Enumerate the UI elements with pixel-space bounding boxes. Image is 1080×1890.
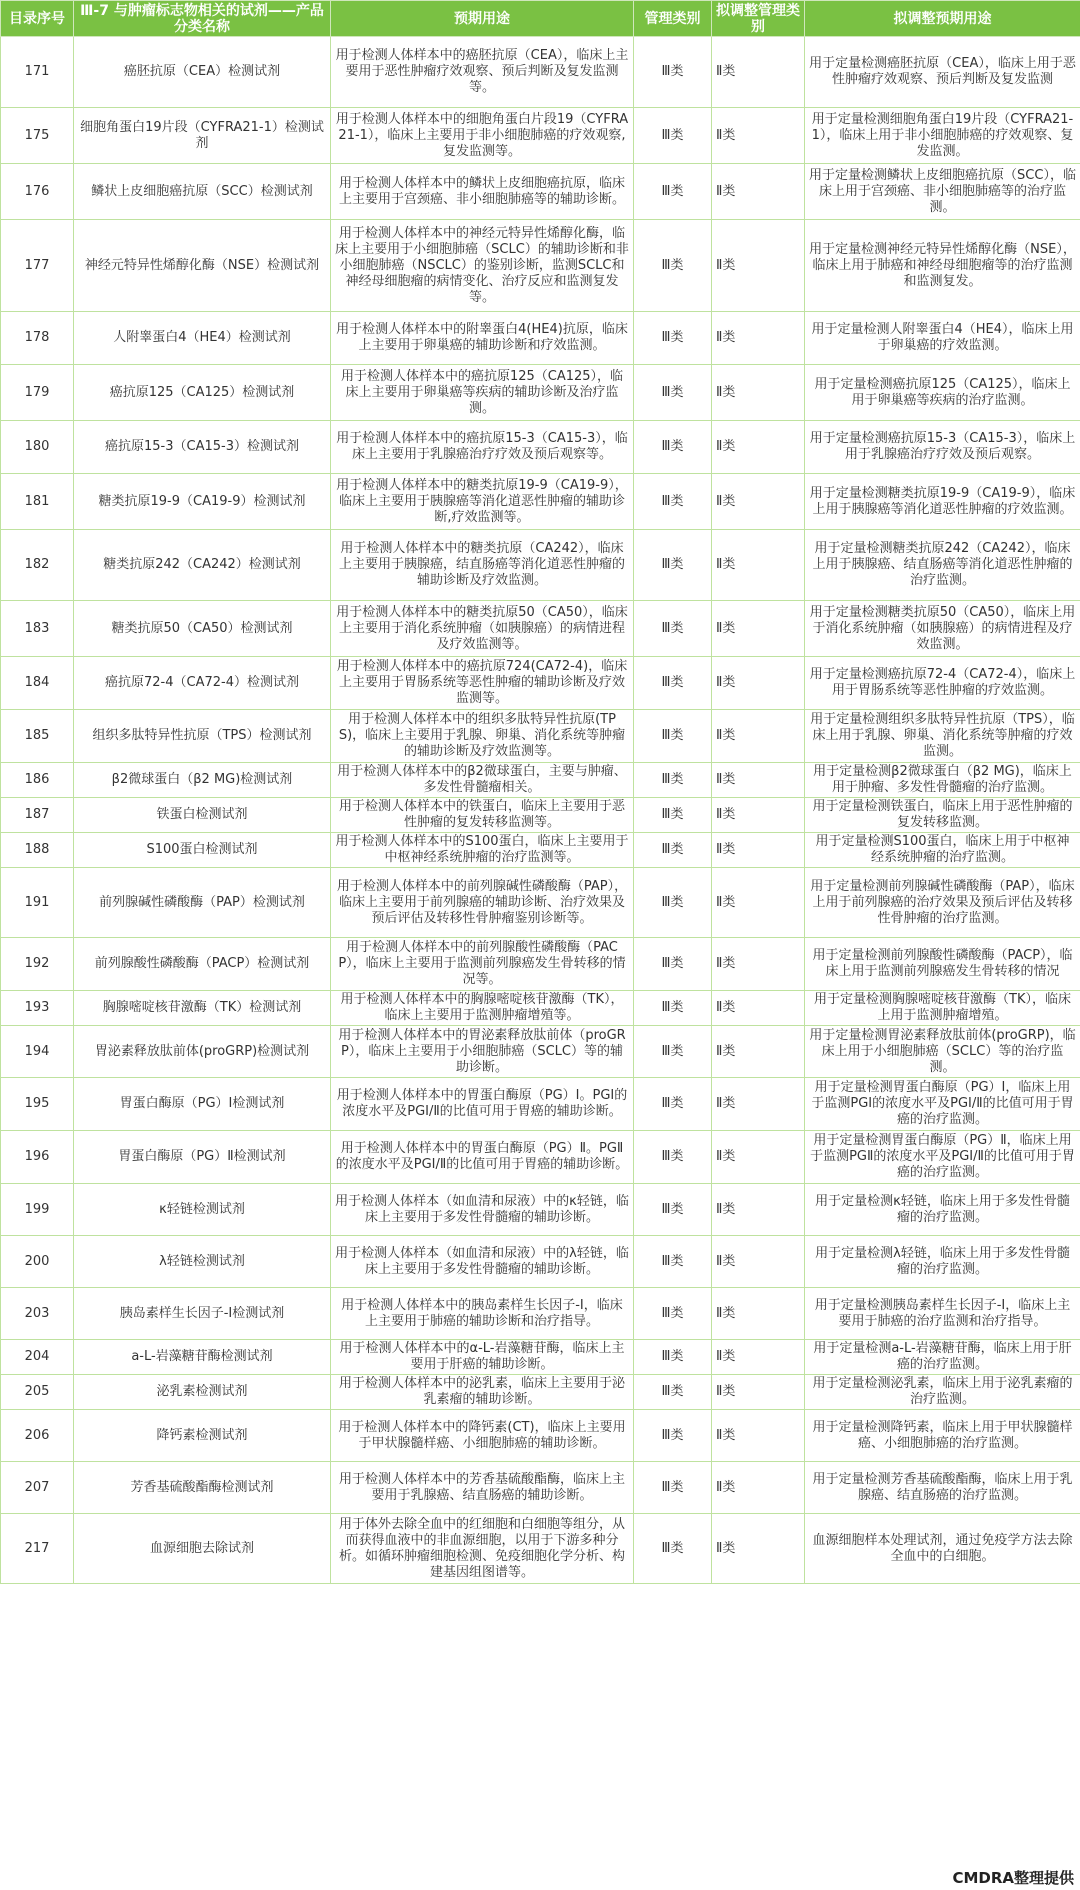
intended-use: 用于检测人体样本中的组织多肽特异性抗原(TPS)，临床上主要用于乳腺、卵巢、消化系统等肿瘤的辅助诊断及疗效监测等。 [331,710,634,763]
product-name: β2微球蛋白（β2 MG)检测试剂 [74,763,331,798]
management-class: Ⅲ类 [634,1026,712,1078]
intended-use: 用于检测人体样本中的癌抗原15-3（CA15-3），临床上主要用于乳腺癌治疗疗效及预后观察等。 [331,421,634,474]
product-name: 癌抗原72-4（CA72-4）检测试剂 [74,657,331,710]
product-name: 神经元特异性烯醇化酶（NSE）检测试剂 [74,220,331,312]
adjusted-intended-use: 用于定量检测癌胚抗原（CEA），临床上用于恶性肿瘤疗效观察、预后判断及复发监测 [805,37,1080,108]
row-number: 180 [1,421,74,474]
adjusted-intended-use: 血源细胞样本处理试剂，通过免疫学方法去除全血中的白细胞。 [805,1514,1080,1584]
row-number: 186 [1,763,74,798]
row-number: 200 [1,1236,74,1288]
table-row [1,474,1080,530]
table-row [1,938,1080,991]
table-row [1,991,1080,1026]
management-class: Ⅲ类 [634,1340,712,1375]
product-name: λ轻链检测试剂 [74,1236,331,1288]
product-name: 芳香基硫酸酯酶检测试剂 [74,1462,331,1514]
intended-use: 用于检测人体样本中的泌乳素，临床上主要用于泌乳素瘤的辅助诊断。 [331,1375,634,1410]
row-number: 194 [1,1026,74,1078]
adjusted-class: Ⅱ类 [712,833,805,868]
management-class: Ⅲ类 [634,1375,712,1410]
row-number: 205 [1,1375,74,1410]
table-row [1,763,1080,798]
intended-use: 用于检测人体样本中的胃蛋白酶原（PG）Ⅱ。PGⅡ的浓度水平及PGⅠ/Ⅱ的比值可用于胃癌的辅助诊断。 [331,1131,634,1184]
adjusted-class: Ⅱ类 [712,164,805,220]
header-adjclass: 拟调整管理类别 [712,1,805,37]
management-class: Ⅲ类 [634,798,712,833]
row-number: 191 [1,868,74,938]
row-number: 171 [1,37,74,108]
product-name: 糖类抗原242（CA242）检测试剂 [74,530,331,601]
row-number: 195 [1,1078,74,1131]
table-row [1,37,1080,108]
row-number: 181 [1,474,74,530]
adjusted-intended-use: 用于定量检测糖类抗原19-9（CA19-9），临床上用于胰腺癌等消化道恶性肿瘤的疗效监测。 [805,474,1080,530]
table-row [1,798,1080,833]
row-number: 207 [1,1462,74,1514]
product-name: 胃蛋白酶原（PG）Ⅰ检测试剂 [74,1078,331,1131]
footer-credit: CMDRA整理提供 [952,1869,1074,1887]
table-row [1,1462,1080,1514]
adjusted-intended-use: 用于定量检测前列腺碱性磷酸酶（PAP），临床上用于前列腺癌的治疗效果及预后评估及转移性骨肿瘤的治疗监测。 [805,868,1080,938]
product-name: 胃蛋白酶原（PG）Ⅱ检测试剂 [74,1131,331,1184]
table-row [1,108,1080,164]
table-row [1,312,1080,365]
management-class: Ⅲ类 [634,601,712,657]
management-class: Ⅲ类 [634,991,712,1026]
intended-use: 用于检测人体样本中的前列腺酸性磷酸酶（PACP），临床上主要用于监测前列腺癌发生骨转移的情况等。 [331,938,634,991]
adjusted-class: Ⅱ类 [712,37,805,108]
row-number: 187 [1,798,74,833]
table-row [1,1078,1080,1131]
management-class: Ⅲ类 [634,1462,712,1514]
management-class: Ⅲ类 [634,1236,712,1288]
intended-use: 用于检测人体样本中的鳞状上皮细胞癌抗原，临床上主要用于宫颈癌、非小细胞肺癌等的辅助诊断。 [331,164,634,220]
table-body [1,37,1080,1584]
table-row [1,1375,1080,1410]
management-class: Ⅲ类 [634,365,712,421]
table-row [1,833,1080,868]
adjusted-class: Ⅱ类 [712,1078,805,1131]
table-row [1,1131,1080,1184]
adjusted-intended-use: 用于定量检测β2微球蛋白（β2 MG)，临床上用于肿瘤、多发性骨髓瘤的治疗监测。 [805,763,1080,798]
product-name: 癌抗原125（CA125）检测试剂 [74,365,331,421]
row-number: 179 [1,365,74,421]
intended-use: 用于检测人体样本中的铁蛋白，临床上主要用于恶性肿瘤的复发转移监测等。 [331,798,634,833]
adjusted-intended-use: 用于定量检测细胞角蛋白19片段（CYFRA21-1），临床上用于非小细胞肺癌的疗效观察、复发监测。 [805,108,1080,164]
intended-use: 用于检测人体样本中的降钙素(CT)，临床上主要用于甲状腺髓样癌、小细胞肺癌的辅助诊断。 [331,1410,634,1462]
management-class: Ⅲ类 [634,1410,712,1462]
table-row [1,601,1080,657]
product-name: 癌抗原15-3（CA15-3）检测试剂 [74,421,331,474]
table-row [1,530,1080,601]
management-class: Ⅲ类 [634,1078,712,1131]
adjusted-class: Ⅱ类 [712,312,805,365]
row-number: 199 [1,1184,74,1236]
row-number: 175 [1,108,74,164]
adjusted-class: Ⅱ类 [712,1410,805,1462]
adjusted-class: Ⅱ类 [712,763,805,798]
management-class: Ⅲ类 [634,1288,712,1340]
row-number: 192 [1,938,74,991]
table-row [1,657,1080,710]
intended-use: 用于检测人体样本中的前列腺碱性磷酸酶（PAP），临床上主要用于前列腺癌的辅助诊断、治疗效果及预后评估及转移性骨肿瘤鉴别诊断等。 [331,868,634,938]
table-row [1,1340,1080,1375]
product-name: a-L-岩藻糖苷酶检测试剂 [74,1340,331,1375]
adjusted-intended-use: 用于定量检测糖类抗原50（CA50），临床上用于消化系统肿瘤（如胰腺癌）的病情进程及疗效监测。 [805,601,1080,657]
adjusted-class: Ⅱ类 [712,1026,805,1078]
adjusted-class: Ⅱ类 [712,1514,805,1584]
adjusted-class: Ⅱ类 [712,421,805,474]
adjusted-intended-use: 用于定量检测胃泌素释放肽前体(proGRP)，临床上用于小细胞肺癌（SCLC）等的治疗监测。 [805,1026,1080,1078]
adjusted-intended-use: 用于定量检测胃蛋白酶原（PG）Ⅰ，临床上用于监测PGⅠ的浓度水平及PGⅠ/Ⅱ的比值可用于胃癌的治疗监测。 [805,1078,1080,1131]
header-no: 目录序号 [1,1,74,37]
adjusted-class: Ⅱ类 [712,938,805,991]
intended-use: 用于检测人体样本中的神经元特异性烯醇化酶，临床上主要用于小细胞肺癌（SCLC）的辅助诊断和非小细胞肺癌（NSCLC）的鉴别诊断，监测SCLC和神经母细胞瘤的病情变化、治疗反应和监测复发等。 [331,220,634,312]
management-class: Ⅲ类 [634,657,712,710]
intended-use: 用于检测人体样本中的α-L-岩藻糖苷酶，临床上主要用于肝癌的辅助诊断。 [331,1340,634,1375]
intended-use: 用于检测人体样本中的β2微球蛋白，主要与肿瘤、多发性骨髓瘤相关。 [331,763,634,798]
intended-use: 用于检测人体样本中的胃蛋白酶原（PG）Ⅰ。PGⅠ的浓度水平及PGⅠ/Ⅱ的比值可用于胃癌的辅助诊断。 [331,1078,634,1131]
product-name: 铁蛋白检测试剂 [74,798,331,833]
management-class: Ⅲ类 [634,1514,712,1584]
adjusted-class: Ⅱ类 [712,601,805,657]
adjusted-intended-use: 用于定量检测鳞状上皮细胞癌抗原（SCC），临床上用于宫颈癌、非小细胞肺癌等的治疗监测。 [805,164,1080,220]
row-number: 176 [1,164,74,220]
management-class: Ⅲ类 [634,37,712,108]
product-name: 细胞角蛋白19片段（CYFRA21-1）检测试剂 [74,108,331,164]
adjusted-class: Ⅱ类 [712,530,805,601]
header-newuse: 拟调整预期用途 [805,1,1080,37]
product-name: 前列腺碱性磷酸酶（PAP）检测试剂 [74,868,331,938]
adjusted-class: Ⅱ类 [712,1236,805,1288]
adjusted-intended-use: 用于定量检测癌抗原72-4（CA72-4），临床上用于胃肠系统等恶性肿瘤的疗效监测。 [805,657,1080,710]
table-row [1,1236,1080,1288]
adjusted-intended-use: 用于定量检测癌抗原15-3（CA15-3），临床上用于乳腺癌治疗疗效及预后观察。 [805,421,1080,474]
product-name: 泌乳素检测试剂 [74,1375,331,1410]
table-row [1,868,1080,938]
adjusted-class: Ⅱ类 [712,1184,805,1236]
management-class: Ⅲ类 [634,763,712,798]
adjusted-class: Ⅱ类 [712,798,805,833]
table-row [1,1026,1080,1078]
management-class: Ⅲ类 [634,938,712,991]
adjusted-intended-use: 用于定量检测κ轻链，临床上用于多发性骨髓瘤的治疗监测。 [805,1184,1080,1236]
management-class: Ⅲ类 [634,164,712,220]
adjusted-class: Ⅱ类 [712,710,805,763]
row-number: 204 [1,1340,74,1375]
row-number: 196 [1,1131,74,1184]
adjusted-intended-use: 用于定量检测芳香基硫酸酯酶，临床上用于乳腺癌、结直肠癌的治疗监测。 [805,1462,1080,1514]
adjusted-intended-use: 用于定量检测糖类抗原242（CA242），临床上用于胰腺癌、结直肠癌等消化道恶性肿瘤的治疗监测。 [805,530,1080,601]
adjusted-intended-use: 用于定量检测泌乳素，临床上用于泌乳素瘤的治疗监测。 [805,1375,1080,1410]
product-name: S100蛋白检测试剂 [74,833,331,868]
adjusted-intended-use: 用于定量检测a-L-岩藻糖苷酶，临床上用于肝癌的治疗监测。 [805,1340,1080,1375]
intended-use: 用于检测人体样本（如血清和尿液）中的λ轻链，临床上主要用于多发性骨髓瘤的辅助诊断。 [331,1236,634,1288]
adjusted-intended-use: 用于定量检测S100蛋白，临床上用于中枢神经系统肿瘤的治疗监测。 [805,833,1080,868]
intended-use: 用于检测人体样本中的糖类抗原19-9（CA19-9），临床上主要用于胰腺癌等消化道恶性肿瘤的辅助诊断,疗效监测等。 [331,474,634,530]
product-name: 糖类抗原50（CA50）检测试剂 [74,601,331,657]
management-class: Ⅲ类 [634,1131,712,1184]
adjusted-class: Ⅱ类 [712,474,805,530]
product-name: 糖类抗原19-9（CA19-9）检测试剂 [74,474,331,530]
adjusted-intended-use: 用于定量检测神经元特异性烯醇化酶（NSE），临床上用于肺癌和神经母细胞瘤等的治疗监测和监测复发。 [805,220,1080,312]
row-number: 177 [1,220,74,312]
management-class: Ⅲ类 [634,220,712,312]
product-name: κ轻链检测试剂 [74,1184,331,1236]
adjusted-class: Ⅱ类 [712,1288,805,1340]
row-number: 183 [1,601,74,657]
adjusted-intended-use: 用于定量检测λ轻链，临床上用于多发性骨髓瘤的治疗监测。 [805,1236,1080,1288]
header-use: 预期用途 [331,1,634,37]
intended-use: 用于检测人体样本（如血清和尿液）中的κ轻链，临床上主要用于多发性骨髓瘤的辅助诊断。 [331,1184,634,1236]
table-row [1,1184,1080,1236]
adjusted-class: Ⅱ类 [712,868,805,938]
intended-use: 用于检测人体样本中的胃泌素释放肽前体（proGRP），临床上主要用于小细胞肺癌（SCLC）等的辅助诊断。 [331,1026,634,1078]
management-class: Ⅲ类 [634,312,712,365]
product-name: 降钙素检测试剂 [74,1410,331,1462]
intended-use: 用于检测人体样本中的癌胚抗原（CEA），临床上主要用于恶性肿瘤疗效观察、预后判断及复发监测等。 [331,37,634,108]
adjusted-class: Ⅱ类 [712,657,805,710]
management-class: Ⅲ类 [634,530,712,601]
intended-use: 用于检测人体样本中的胰岛素样生长因子-Ⅰ，临床上主要用于肺癌的辅助诊断和治疗指导。 [331,1288,634,1340]
product-name: 鳞状上皮细胞癌抗原（SCC）检测试剂 [74,164,331,220]
row-number: 188 [1,833,74,868]
adjusted-class: Ⅱ类 [712,108,805,164]
management-class: Ⅲ类 [634,868,712,938]
intended-use: 用于体外去除全血中的红细胞和白细胞等组分，从而获得血液中的非血源细胞，以用于下游多种分析。如循环肿瘤细胞检测、免疫细胞化学分析、构建基因组图谱等。 [331,1514,634,1584]
intended-use: 用于检测人体样本中的芳香基硫酸酯酶，临床上主要用于乳腺癌、结直肠癌的辅助诊断。 [331,1462,634,1514]
table-row [1,220,1080,312]
adjusted-intended-use: 用于定量检测铁蛋白，临床上用于恶性肿瘤的复发转移监测。 [805,798,1080,833]
header-class: 管理类别 [634,1,712,37]
product-name: 血源细胞去除试剂 [74,1514,331,1584]
table-row [1,421,1080,474]
row-number: 206 [1,1410,74,1462]
adjusted-intended-use: 用于定量检测胰岛素样生长因子-Ⅰ，临床上主要用于肺癌的治疗监测和治疗指导。 [805,1288,1080,1340]
row-number: 184 [1,657,74,710]
table-header [1,1,1080,37]
intended-use: 用于检测人体样本中的胸腺嘧啶核苷激酶（TK），临床上主要用于监测肿瘤增殖等。 [331,991,634,1026]
table-row [1,710,1080,763]
adjusted-class: Ⅱ类 [712,365,805,421]
product-name: 癌胚抗原（CEA）检测试剂 [74,37,331,108]
intended-use: 用于检测人体样本中的癌抗原724(CA72-4)，临床上主要用于胃肠系统等恶性肿瘤的辅助诊断及疗效监测等。 [331,657,634,710]
row-number: 203 [1,1288,74,1340]
table-row [1,365,1080,421]
intended-use: 用于检测人体样本中的细胞角蛋白片段19（CYFRA21-1），临床上主要用于非小细胞肺癌的疗效观察,复发监测等。 [331,108,634,164]
adjusted-class: Ⅱ类 [712,991,805,1026]
management-class: Ⅲ类 [634,710,712,763]
header-name: Ⅲ-7 与肿瘤标志物相关的试剂——产品分类名称 [74,1,331,37]
intended-use: 用于检测人体样本中的附睾蛋白4(HE4)抗原，临床上主要用于卵巢癌的辅助诊断和疗效监测。 [331,312,634,365]
adjusted-class: Ⅱ类 [712,1340,805,1375]
adjusted-intended-use: 用于定量检测胃蛋白酶原（PG）Ⅱ，临床上用于监测PGⅡ的浓度水平及PGⅠ/Ⅱ的比值可用于胃癌的治疗监测。 [805,1131,1080,1184]
table-row [1,1410,1080,1462]
adjusted-intended-use: 用于定量检测组织多肽特异性抗原（TPS），临床上用于乳腺、卵巢、消化系统等肿瘤的疗效监测。 [805,710,1080,763]
adjusted-intended-use: 用于定量检测降钙素，临床上用于甲状腺髓样癌、小细胞肺癌的治疗监测。 [805,1410,1080,1462]
product-name: 胰岛素样生长因子-Ⅰ检测试剂 [74,1288,331,1340]
row-number: 185 [1,710,74,763]
product-name: 组织多肽特异性抗原（TPS）检测试剂 [74,710,331,763]
management-class: Ⅲ类 [634,421,712,474]
adjusted-class: Ⅱ类 [712,220,805,312]
management-class: Ⅲ类 [634,474,712,530]
intended-use: 用于检测人体样本中的糖类抗原（CA242），临床上主要用于胰腺癌，结直肠癌等消化道恶性肿瘤的辅助诊断及疗效监测。 [331,530,634,601]
row-number: 217 [1,1514,74,1584]
product-name: 胃泌素释放肽前体(proGRP)检测试剂 [74,1026,331,1078]
adjusted-class: Ⅱ类 [712,1462,805,1514]
product-name: 人附睾蛋白4（HE4）检测试剂 [74,312,331,365]
management-class: Ⅲ类 [634,1184,712,1236]
intended-use: 用于检测人体样本中的癌抗原125（CA125），临床上主要用于卵巢癌等疾病的辅助诊断及治疗监测。 [331,365,634,421]
adjusted-class: Ⅱ类 [712,1131,805,1184]
adjusted-class: Ⅱ类 [712,1375,805,1410]
row-number: 182 [1,530,74,601]
management-class: Ⅲ类 [634,108,712,164]
table-row [1,164,1080,220]
adjusted-intended-use: 用于定量检测癌抗原125（CA125），临床上用于卵巢癌等疾病的治疗监测。 [805,365,1080,421]
adjusted-intended-use: 用于定量检测前列腺酸性磷酸酶（PACP），临床上用于监测前列腺癌发生骨转移的情况 [805,938,1080,991]
adjusted-intended-use: 用于定量检测胸腺嘧啶核苷激酶（TK），临床上用于监测肿瘤增殖。 [805,991,1080,1026]
row-number: 193 [1,991,74,1026]
table-row [1,1514,1080,1584]
intended-use: 用于检测人体样本中的糖类抗原50（CA50），临床上主要用于消化系统肿瘤（如胰腺癌）的病情进程及疗效监测等。 [331,601,634,657]
product-name: 胸腺嘧啶核苷激酶（TK）检测试剂 [74,991,331,1026]
management-class: Ⅲ类 [634,833,712,868]
adjusted-intended-use: 用于定量检测人附睾蛋白4（HE4），临床上用于卵巢癌的疗效监测。 [805,312,1080,365]
product-name: 前列腺酸性磷酸酶（PACP）检测试剂 [74,938,331,991]
intended-use: 用于检测人体样本中的S100蛋白，临床上主要用于中枢神经系统肿瘤的治疗监测等。 [331,833,634,868]
row-number: 178 [1,312,74,365]
table-row [1,1288,1080,1340]
